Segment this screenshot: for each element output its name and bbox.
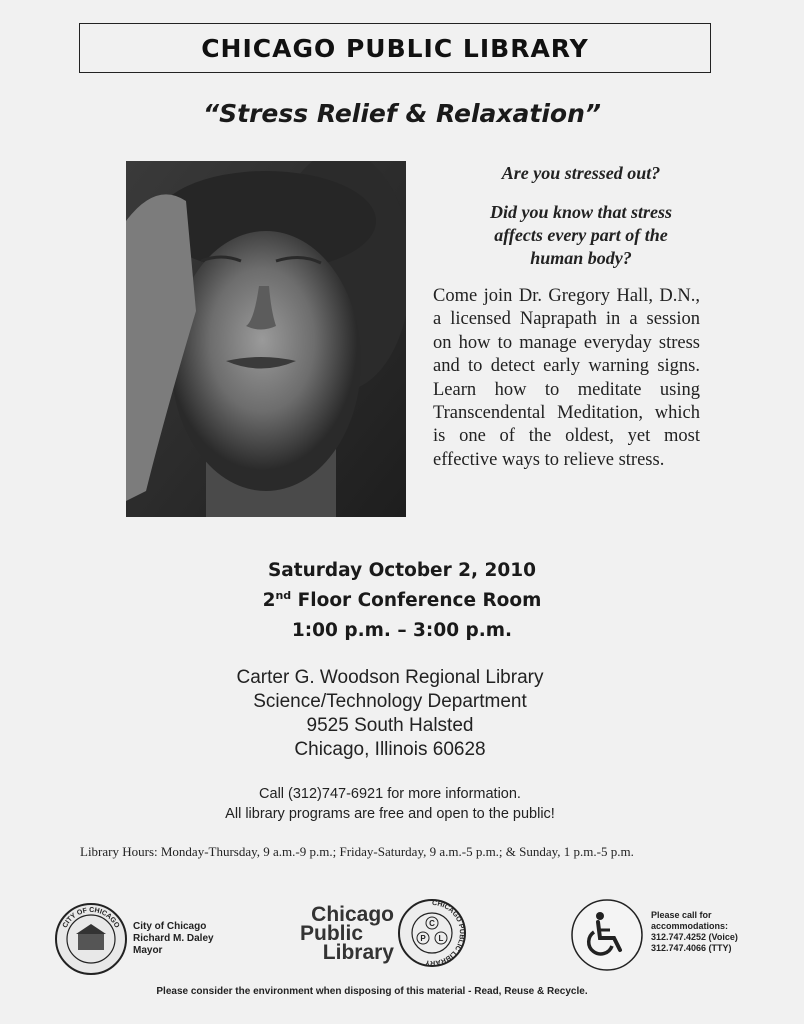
room-name: Floor Conference Room	[291, 590, 542, 612]
event-description: Come join Dr. Gregory Hall, D.N., a licensed Naprapath in a session on how to manage everyday stress and to detect early warning signs. Learn how to meditate using Transcendental Meditation, which is one of the oldest, yet most effective ways to relieve stress.	[433, 286, 700, 470]
header-title: CHICAGO PUBLIC LIBRARY	[201, 33, 589, 63]
header-banner	[79, 23, 711, 73]
room-suffix: nd	[275, 589, 292, 602]
recycle-note: Please consider the environment when disposing of this material - Read, Reuse & Recycle.	[156, 986, 588, 997]
city-address: Chicago, Illinois 60628	[294, 739, 486, 760]
question-line: affects every part of the	[494, 225, 668, 245]
question-line: Did you know that stress	[489, 202, 673, 222]
city-line: Mayor	[133, 945, 163, 956]
question-stressed: Are you stressed out?	[501, 163, 661, 183]
access-line: Please call for	[651, 910, 712, 920]
cpl-wordmark	[298, 905, 394, 962]
event-room	[0, 589, 804, 611]
accommodations-text	[651, 910, 738, 954]
city-of-chicago-text	[133, 921, 214, 957]
question-line: human body?	[530, 248, 632, 268]
call-info: Call (312)747-6921 for more information.	[259, 786, 521, 802]
city-line: Richard M. Daley	[133, 933, 214, 944]
cpl-word: Chicago	[311, 903, 394, 926]
access-line: accommodations:	[651, 921, 729, 931]
question-body	[436, 201, 726, 270]
free-programs: All library programs are free and open to the public!	[225, 806, 555, 822]
department-name: Science/Technology Department	[253, 691, 527, 712]
library-hours: Library Hours: Monday-Thursday, 9 a.m.-9 p.m.; Friday-Saturday, 9 a.m.-5 p.m.; & Sunday, 1 p.m.-5 p.m.	[80, 844, 634, 859]
cpl-seal-letter: P	[420, 934, 426, 943]
event-date: Saturday October 2, 2010	[267, 560, 537, 581]
library-name: Carter G. Woodson Regional Library	[236, 667, 544, 688]
city-seal-text: CITY OF CHICAGO	[61, 906, 121, 930]
cpl-word: Library	[322, 941, 394, 964]
event-time: 1:00 p.m. – 3:00 p.m.	[291, 620, 513, 641]
event-title: “Stress Relief & Relaxation”	[203, 99, 601, 128]
stressed-woman-photo	[126, 161, 406, 517]
city-seal-icon	[54, 902, 128, 976]
wheelchair-icon	[570, 898, 644, 972]
street-address: 9525 South Halsted	[306, 715, 474, 736]
cpl-seal-text: CHICAGO PUBLIC LIBRARY	[424, 899, 466, 967]
access-line: 312.747.4252 (Voice)	[651, 932, 738, 942]
cpl-seal-letter: C	[429, 919, 435, 928]
access-line: 312.747.4066 (TTY)	[651, 943, 732, 953]
cpl-word: Public	[300, 922, 364, 945]
room-number: 2	[262, 590, 276, 612]
city-line: City of Chicago	[133, 921, 207, 932]
cpl-seal-letter: L	[438, 934, 444, 943]
cpl-seal-icon	[397, 898, 467, 968]
